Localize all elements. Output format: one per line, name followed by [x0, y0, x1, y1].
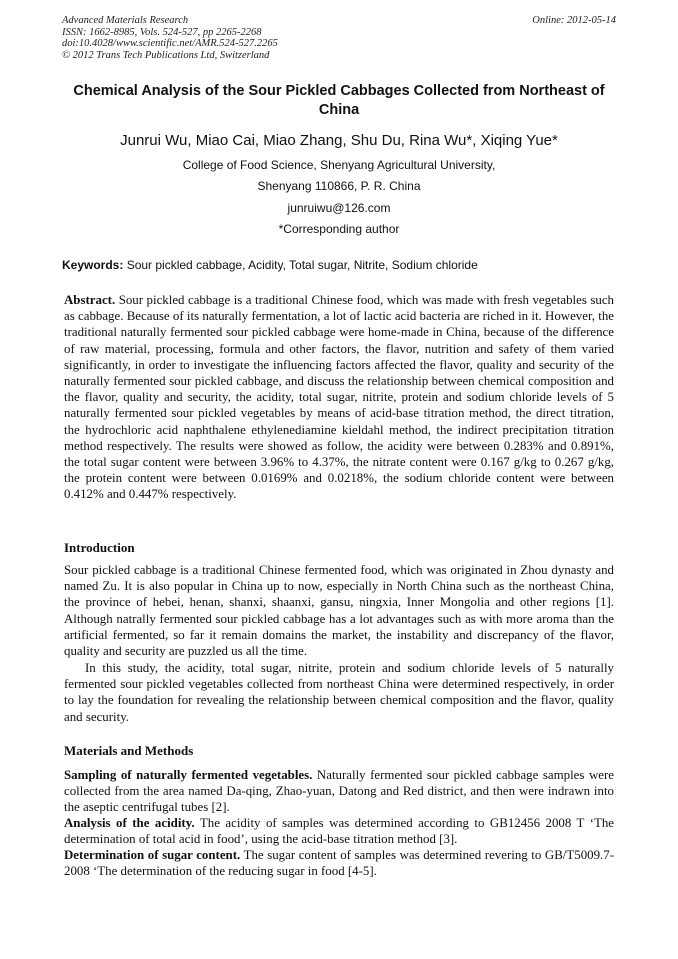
paper-title: Chemical Analysis of the Sour Pickled Cabbages Collected from Northeast of China [73, 83, 605, 118]
sampling-label: Sampling of naturally fermented vegetables. [64, 768, 313, 782]
doi-line: doi:10.4028/www.scientific.net/AMR.524-527.2265 [62, 38, 278, 49]
keywords-line [62, 258, 616, 273]
corresponding-author-note: *Corresponding author [278, 222, 400, 236]
acidity-text: The acidity of samples was determined according to GB12456 2008 T ‘The determination of total acid in food’, using the acid-base titration method [3]. [64, 816, 615, 847]
online-date: Online: 2012-05-14 [532, 15, 616, 26]
journal-name: Advanced Materials Research [62, 15, 189, 26]
introduction-paragraph-1: Sour pickled cabbage is a traditional Chinese fermented food, which was originated in Zhou dynasty and named Zu. It is also popular in China up to now, especially in North China such as the northeast China, the province of hebei, henan, shanxi, shaanxi, gansu, ningxia, Inner Mongolia and other regions [1]. Although natrally fermented sour pickled cabbage has a lot advantages such as with more aroma than the artificial fermented, so far it remain domains the market, the instability and discrepancy of the flavor, quality and security are puzzled us all the time. [64, 563, 614, 659]
sampling-paragraph [64, 767, 614, 816]
methods-heading: Materials and Methods [64, 743, 194, 758]
affiliation-line-1: College of Food Science, Shenyang Agricultural University, [182, 158, 496, 172]
sampling-text: Naturally fermented sour pickled cabbage samples were collected from the area named Da-qing, Zhao-yuan, Datong and Red district, and then were indrawn into the aseptic centrifugal tubes [2]. [64, 768, 614, 815]
acidity-paragraph [64, 815, 614, 847]
abstract-paragraph [64, 292, 614, 503]
introduction-paragraph-2: In this study, the acidity, total sugar, nitrite, protein and sodium chloride levels of 5 naturally fermented sour pickled vegetables collected from northeast China were determined respectively, in order to lay the foundation for revealing the relationship between chemical composition and the flavor, quality and security. [64, 661, 614, 724]
keywords-label: Keywords: [62, 258, 124, 272]
abstract-text: Sour pickled cabbage is a traditional Chinese food, which was made with fresh vegetables such as cabbage. Because of its naturally fermentation, a lot of lactic acid bacteria are riched in it. However, the traditional naturally fermented sour pickled cabbage were home-made in China, because of the difference of raw material, processing, formula and other factors, the flavor, nutrition and safety of them varied significantly, in order to investigate the influencing factors affected the flavor, quality and security of the naturally fermented sour pickled cabbage, and discuss the relationship between chemical composition and the flavor, quality and security, the acidity, total sugar, nitrite, protein and sodium chloride levels of 5 naturally fermented sour pickled vegetables by means of acid-base titration method, the direct titration, the hydrochloric acid naphthalene ethylenediamine kieldahl method, the indirect precipitation titration method respectively. The results were showed as follow, the acidity were between 0.283% and 0.891%, the total sugar content were between 3.96% to 4.37%, the nitrate content were 0.167 g/kg to 0.267 g/kg, the protein content were between 0.0169% and 0.0218%, the sodium chloride content were between 0.412% and 0.447% respectively. [64, 293, 614, 502]
acidity-label: Analysis of the acidity. [64, 816, 195, 830]
introduction-heading: Introduction [64, 540, 135, 555]
author-list: Junrui Wu, Miao Cai, Miao Zhang, Shu Du, Rina Wu*, Xiqing Yue* [120, 132, 558, 149]
affiliation-line-2: Shenyang 110866, P. R. China [257, 179, 421, 193]
issn-line: ISSN: 1662-8985, Vols. 524-527, pp 2265-2268 [62, 26, 262, 38]
keywords-text: Sour pickled cabbage, Acidity, Total sugar, Nitrite, Sodium chloride [123, 258, 478, 272]
journal-header [62, 15, 616, 61]
author-email: junruiwu@126.com [287, 201, 391, 215]
sugar-paragraph [64, 847, 614, 879]
copyright-line: © 2012 Trans Tech Publications Ltd, Switzerland [62, 49, 270, 61]
abstract-label: Abstract. [64, 293, 116, 307]
sugar-label: Determination of sugar content. [64, 848, 241, 862]
sugar-text: The sugar content of samples was determined revering to GB/T5009.7-2008 ‘The determination of the reducing sugar in food [4-5]. [64, 848, 614, 879]
